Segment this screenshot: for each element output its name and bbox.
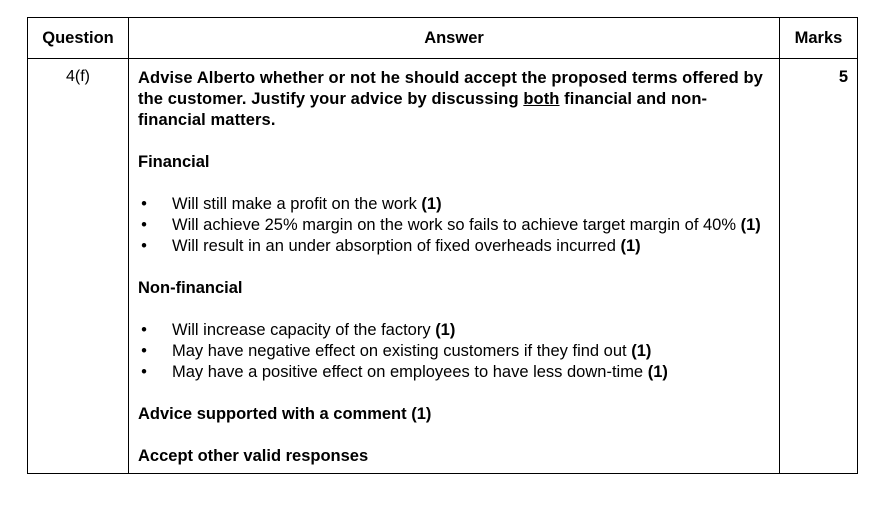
answer-header: Answer [129, 18, 780, 59]
answer-cell [129, 59, 780, 474]
list-item [138, 236, 769, 257]
non-financial-heading: Non-financial [138, 279, 243, 297]
non-financial-points [138, 320, 769, 383]
table-row [28, 59, 858, 474]
mark-scheme-table [27, 17, 858, 474]
bullet-icon: • [141, 321, 147, 339]
point-text: Will still make a profit on the work [172, 195, 422, 213]
prompt-text: Advise Alberto whether or not he should accept the proposed terms offered by the customer. Justify your advice by discussing [138, 69, 763, 108]
list-item [138, 362, 769, 383]
marks-value: 5 [780, 59, 858, 474]
list-item [138, 320, 769, 341]
list-item [138, 194, 769, 215]
header-row [28, 18, 858, 59]
point-mark: (1) [620, 237, 641, 255]
bullet-icon: • [141, 342, 147, 360]
question-header: Question [28, 18, 129, 59]
bullet-icon: • [141, 216, 147, 234]
point-mark: (1) [631, 342, 652, 360]
point-mark: (1) [740, 216, 761, 234]
prompt-emphasis: both [523, 90, 560, 108]
bullet-icon: • [141, 237, 147, 255]
list-item [138, 341, 769, 362]
financial-heading: Financial [138, 153, 210, 171]
accept-line: Accept other valid responses [138, 447, 369, 465]
marks-header: Marks [780, 18, 858, 59]
point-text: Will achieve 25% margin on the work so fails to achieve target margin of 40% [172, 216, 741, 234]
point-text: Will result in an under absorption of fixed overheads incurred [172, 237, 621, 255]
question-number: 4(f) [28, 59, 129, 474]
advice-line: Advice supported with a comment (1) [138, 405, 432, 423]
financial-points [138, 194, 769, 257]
point-mark: (1) [647, 363, 668, 381]
point-mark: (1) [421, 195, 442, 213]
point-mark: (1) [435, 321, 456, 339]
bullet-icon: • [141, 363, 147, 381]
list-item [138, 215, 769, 236]
bullet-icon: • [141, 195, 147, 213]
point-text: May have negative effect on existing customers if they find out [172, 342, 632, 360]
point-text: Will increase capacity of the factory [172, 321, 436, 339]
point-text: May have a positive effect on employees to have less down-time [172, 363, 648, 381]
question-prompt [138, 68, 769, 131]
prompt-text-end: financial and non-financial matters. [138, 90, 708, 129]
